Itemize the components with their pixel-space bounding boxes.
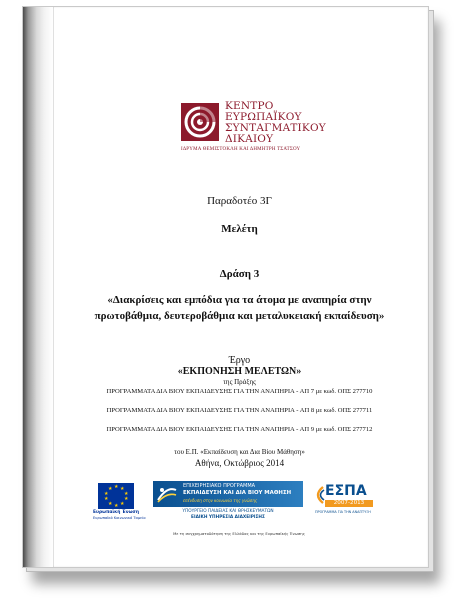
epeaek-line-3: επένδυση στην κοινωνία της γνώσης [183, 498, 258, 503]
document-type: Μελέτη [221, 223, 258, 235]
program-line-3: ΠΡΟΓΡΑΜΜΑΤΑ ΔΙΑ ΒΙΟΥ ΕΚΠΑΙΔΕΥΣΗΣ ΓΙΑ ΤΗΝ ΑΝΑΠΗΡΙΑ - ΑΠ 9 με κωδ. ΟΠΣ 277712 [106, 426, 373, 433]
binding-spine [23, 7, 53, 567]
epeaek-line-1: ΕΠΙΧΕΙΡΗΣΙΑΚΟ ΠΡΟΓΡΑΜΜΑ [183, 483, 256, 489]
logo-line-2: ΕΥΡΩΠΑΪΚΟΥ [225, 111, 302, 123]
ministry-name: ΥΠΟΥΡΓΕΙΟ ΠΑΙΔΕΙΑΣ ΚΑΙ ΘΡΗΣΚΕΥΜΑΤΩΝ [182, 509, 274, 514]
operational-program: του Ε.Π. «Εκπαίδευση και Δια Βίου Μάθηση» [174, 448, 305, 456]
epeaek-banner [153, 481, 303, 507]
espa-caption: ΠΡΟΓΡΑΜΜΑ ΓΙΑ ΤΗΝ ΑΝΑΠΤΥΞΗ [315, 510, 371, 514]
epeaek-symbol-icon [156, 484, 178, 504]
espa-logo [313, 481, 379, 521]
agency-name: ΕΙΔΙΚΗ ΥΠΗΡΕΣΙΑ ΔΙΑΧΕΙΡΙΣΗΣ [191, 515, 265, 520]
institution-logo [181, 99, 361, 161]
program-line-1: ΠΡΟΓΡΑΜΜΑΤΑ ΔΙΑ ΒΙΟΥ ΕΚΠΑΙΔΕΥΣΗΣ ΓΙΑ ΤΗΝ ΑΝΑΠΗΡΙΑ - ΑΠ 7 με κωδ. ΟΠΣ 277710 [106, 388, 373, 395]
epeaek-line-2: ΕΚΠΑΙΔΕΥΣΗ ΚΑΙ ΔΙΑ ΒΙΟΥ ΜΑΘΗΣΗ [183, 490, 292, 496]
eu-caption: Ευρωπαϊκή Ένωση [93, 510, 139, 515]
logo-subtitle: ΙΔΡΥΜΑ ΘΕΜΙΣΤΟΚΛΗ ΚΑΙ ΔΗΜΗΤΡΗ ΤΣΑΤΣΟΥ [181, 147, 301, 152]
logo-wordmark [225, 101, 326, 145]
eu-flag-icon: ★ ★ ★ ★ ★ ★ ★ ★ ★ ★ [98, 483, 134, 509]
epeaek-logo [153, 481, 303, 529]
project-title: «ΕΚΠΟΝΗΣΗ ΜΕΛΕΤΩΝ» [177, 366, 302, 377]
logo-spiral-icon [181, 103, 219, 141]
eu-subcaption: Ευρωπαϊκό Κοινωνικό Ταμείο [93, 516, 146, 520]
binding-line [53, 7, 54, 567]
program-line-2: ΠΡΟΓΡΑΜΜΑΤΑ ΔΙΑ ΒΙΟΥ ΕΚΠΑΙΔΕΥΣΗΣ ΓΙΑ ΤΗΝ ΑΝΑΠΗΡΙΑ - ΑΠ 8 με κωδ. ΟΠΣ 277711 [106, 407, 373, 414]
espa-years: 2007-2013 [325, 500, 373, 507]
logo-line-3: ΣΥΝΤΑΓΜΑΤΙΚΟΥ [225, 122, 326, 134]
project-label: Έργο [228, 355, 251, 366]
place-date: Αθήνα, Οκτώβριος 2014 [194, 458, 285, 468]
logo-line-4: ΔΙΚΑΙΟΥ [225, 133, 274, 145]
document-cover [22, 6, 434, 572]
action-of-label: της Πράξης [223, 378, 256, 386]
eu-logo [93, 483, 146, 520]
cofinancing-note: Με τη συγχρηματοδότηση της Ελλάδας και της Ευρωπαϊκής Ένωσης [173, 531, 305, 536]
deliverable-number: Παραδοτέο 3Γ [207, 195, 272, 207]
espa-arc-icon [313, 485, 325, 505]
action-number: Δράση 3 [219, 268, 260, 280]
espa-wordmark: ΕΣΠΑ [325, 483, 367, 499]
funding-logos [59, 481, 419, 541]
document-page [22, 6, 429, 568]
logo-line-1: ΚΕΝΤΡΟ [225, 100, 274, 112]
document-subject: «Διακρίσεις και εμπόδια για τα άτομα με αναπηρία στην πρωτοβάθμια, δευτεροβάθμια και μεταλυκειακή εκπαίδευση» [94, 294, 385, 322]
